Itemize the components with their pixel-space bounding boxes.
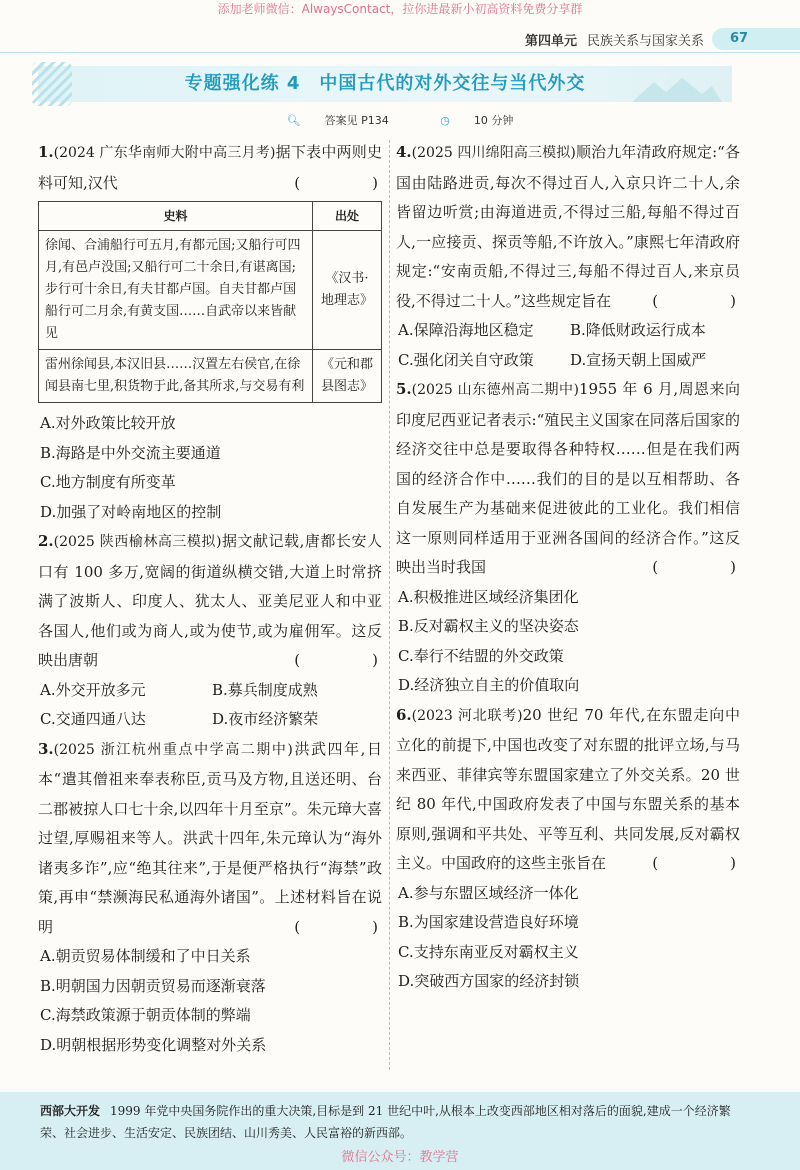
- option-d[interactable]: D.夜市经济繁荣: [212, 710, 319, 728]
- table-row: [39, 231, 382, 350]
- question-6: [396, 701, 750, 997]
- option-c[interactable]: C.交通四通八达: [40, 710, 146, 728]
- question-stem: 1.(2024 广东华南师大附中高三月考)据下表中两则史料可知,汉代 ( ): [38, 138, 382, 198]
- footer-note: [40, 1100, 740, 1144]
- answer-ref: 🔍︎ 答案见 P134: [286, 114, 389, 127]
- answer-blank: ( ): [294, 917, 392, 936]
- unit-topic: 民族关系与国家关系: [586, 34, 704, 49]
- page-number: 67: [712, 28, 800, 50]
- bottom-watermark: 微信公众号：教学营: [341, 1150, 459, 1165]
- question-stem: 4.(2025 四川绵阳高三模拟)顺治九年清政府规定:“各国由陆路进贡,每次不得过百人,入京只许二十人,余皆留边听赏;由海道进贡,不得过三船,每船不得过百人,一应接贡、探贡等船,不许放入。”康熙七年清政府规定:“安南贡船,不得过三,每船不得过百人,来京员役,不得过二十人。”这些规定旨在 ( ): [396, 138, 740, 316]
- option-d[interactable]: D.宣扬天朝上国威严: [570, 350, 707, 369]
- footer-term: 西部大开发: [40, 1104, 101, 1118]
- option-b[interactable]: B.降低财政运行成本: [570, 321, 706, 339]
- option-b[interactable]: B.募兵制度成熟: [212, 680, 318, 699]
- option-c[interactable]: C.海禁政策源于朝贡体制的弊端: [40, 1006, 251, 1024]
- answer-blank: ( ): [652, 854, 750, 872]
- table-cell-source: 《汉书·地理志》: [313, 231, 382, 350]
- option-c[interactable]: C.强化闭关自守政策: [398, 350, 534, 369]
- table-header: 出处: [313, 202, 382, 231]
- answer-blank: ( ): [652, 558, 750, 576]
- option-a[interactable]: A.参与东盟区域经济一体化: [398, 883, 579, 902]
- unit-label: [525, 30, 704, 49]
- answer-blank: ( ): [652, 291, 750, 310]
- question-5: [396, 375, 750, 701]
- option-a[interactable]: A.外交开放多元: [40, 680, 146, 699]
- search-icon: 🔍︎: [286, 114, 301, 127]
- top-watermark: 添加老师微信：AlwaysContact，拉你进最新小初高资料免费分享群: [217, 2, 583, 16]
- option-c[interactable]: C.支持东南亚反对霸权主义: [398, 942, 579, 961]
- footer-definition: 1999 年党中央国务院作出的重大决策,目标是到 21 世纪中叶,从根本上改变西部地区相对落后的面貌,建成一个经济繁荣、社会进步、生活安定、民族团结、山川秀美、人民富裕的新西部。: [40, 1104, 731, 1140]
- table-row: [39, 350, 382, 403]
- table-cell: 徐闻、合浦船行可五月,有都元国;又船行可四月,有邑卢没国;又船行可二十余日,有谌离国;步行可十余日,有夫甘都卢国。自夫甘都卢国船行可二月余,有黄支国……自武帝以来皆献见: [39, 231, 313, 350]
- question-1: [38, 138, 392, 527]
- question-2: [38, 527, 392, 735]
- option-a[interactable]: A.积极推进区域经济集团化: [398, 587, 579, 606]
- question-stem: 3.(2025 浙江杭州重点中学高二期中)洪武四年,日本“遣其僧祖来奉表称臣,贡马及方物,且送还明、台二郡被掠人口七十余,以四年十月至京”。朱元璋大喜过望,厚赐祖来等人。洪武十四年,朱元璋认为“海外诸夷多诈”,应“绝其往来”,于是便严格执行“海禁”政策,再申“禁濒海民私通海外诸国”。上述材料旨在说明 ( ): [38, 735, 382, 943]
- table-cell: 雷州徐闻县,本汉旧县……汉置左右侯官,在徐闻县南七里,积货物于此,备其所求,与交易有利: [39, 350, 313, 403]
- source-table: [38, 201, 382, 403]
- question-4: [396, 138, 750, 375]
- page-title: 专题强化练 4 中国古代的对外交往与当代外交: [184, 73, 586, 94]
- option-a[interactable]: A.朝贡贸易体制缓和了中日关系: [40, 947, 251, 965]
- option-d[interactable]: D.明朝根据形势变化调整对外关系: [40, 1035, 267, 1054]
- time-limit: ◷ 10 分钟: [440, 114, 514, 127]
- option-b[interactable]: B.反对霸权主义的坚决姿态: [398, 617, 579, 635]
- left-column: [38, 138, 392, 1060]
- question-stem: 6.(2023 河北联考)20 世纪 70 年代,在东盟走向中立化的前提下,中国也改变了对东盟的批评立场,与马来西亚、菲律宾等东盟国家建立了外交关系。20 世纪 80 年代,中国政府发表了中国与东盟关系的基本原则,强调和平共处、平等互利、共同发展,反对霸权主义。中国政府的这些主张旨在 ( ): [396, 701, 740, 879]
- question-stem: 5.(2025 山东德州高二期中)1955 年 6 月,周恩来向印度尼西亚记者表示:“殖民主义国家在同落后国家的经济交往中总是要取得各种特权……但是在我们两国的经济合作中……我们的目的是以互相帮助、各自发展生产为基础来促进彼此的工业化。我们相信这一原则同样适用于亚洲各国间的经济合作。”这反映出当时我国 ( ): [396, 375, 740, 583]
- question-3: [38, 735, 392, 1061]
- option-d[interactable]: D.突破西方国家的经济封锁: [398, 972, 580, 990]
- meta-line: [0, 112, 800, 128]
- mountain-decoration-icon: [632, 76, 722, 102]
- table-cell-source: 《元和郡县图志》: [313, 350, 382, 403]
- page-header: [0, 26, 800, 53]
- option-c[interactable]: C.奉行不结盟的外交政策: [398, 646, 564, 665]
- title-banner: [38, 66, 732, 102]
- option-c[interactable]: C.地方制度有所变革: [40, 473, 176, 491]
- option-b[interactable]: B.为国家建设营造良好环境: [398, 913, 579, 931]
- option-d[interactable]: D.经济独立自主的价值取向: [398, 676, 580, 694]
- option-a[interactable]: A.对外政策比较开放: [40, 414, 176, 432]
- option-a[interactable]: A.保障沿海地区稳定: [398, 321, 534, 339]
- right-column: [396, 138, 750, 997]
- question-stem: 2.(2025 陕西榆林高三模拟)据文献记载,唐都长安人口有 100 多万,宽阔的街道纵横交错,大道上时常挤满了波斯人、印度人、犹太人、亚美尼亚人和中亚各国人,他们或为商人,或为使节,或为雇佣军。这反映出唐朝 ( ): [38, 527, 382, 676]
- clock-icon: ◷: [440, 114, 450, 127]
- option-b[interactable]: B.明朝国力因朝贡贸易而逐渐衰落: [40, 976, 266, 995]
- answer-blank: ( ): [294, 173, 392, 192]
- table-header: 史料: [39, 202, 313, 231]
- answer-blank: ( ): [294, 651, 392, 669]
- option-b[interactable]: B.海路是中外交流主要通道: [40, 443, 221, 462]
- unit-number: 第四单元: [524, 34, 577, 49]
- option-d[interactable]: D.加强了对岭南地区的控制: [40, 502, 222, 521]
